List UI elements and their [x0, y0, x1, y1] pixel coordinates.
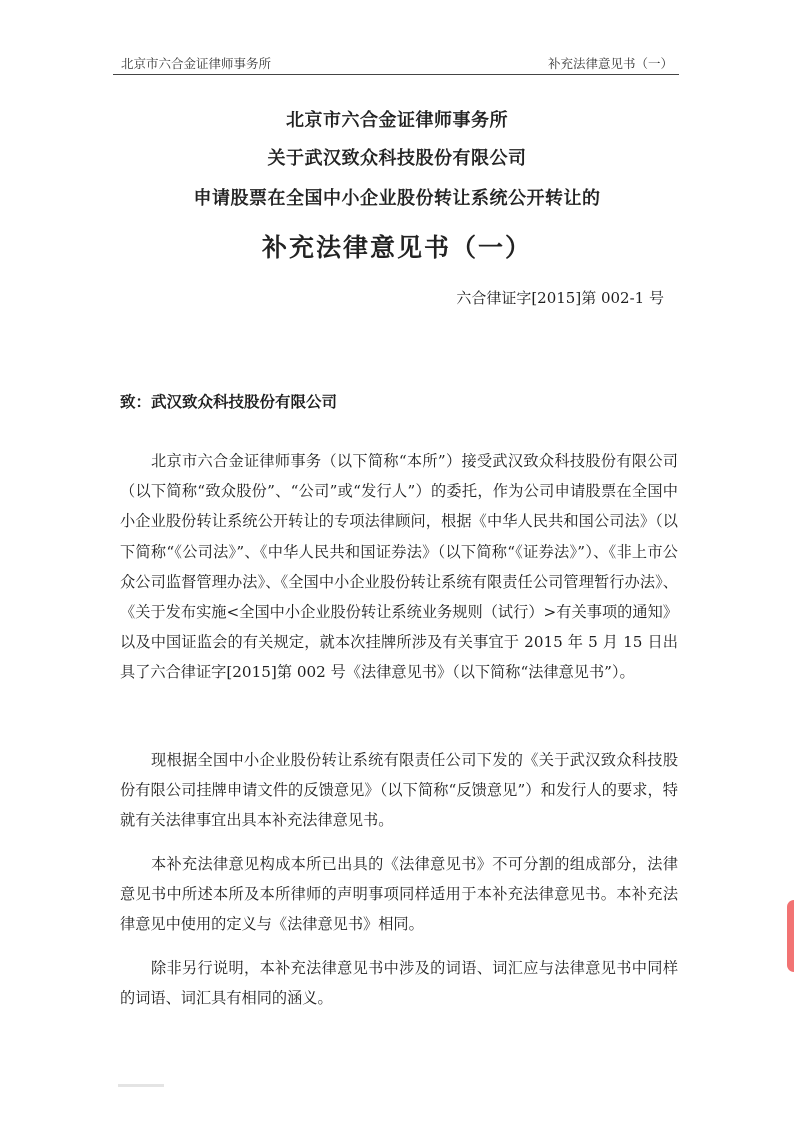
document-title: 补充法律意见书（一） [261, 233, 532, 262]
seal-edge-mark [787, 900, 794, 972]
scan-artifact [118, 1084, 164, 1087]
title-line-1: 北京市六合金证律师事务所 [286, 110, 508, 131]
document-number: 六合律证字[2015]第 002-1 号 [456, 289, 664, 307]
title-line-2: 关于武汉致众科技股份有限公司 [267, 148, 527, 169]
paragraph-3: 本补充法律意见构成本所已出具的《法律意见书》不可分割的组成部分，法律意见书中所述本所及本所律师的声明事项同样适用于本补充法律意见书。本补充法律意见中使用的定义与《法律意见书》相同。 [120, 855, 678, 934]
title-line-3: 申请股票在全国中小企业股份转让系统公开转让的 [193, 188, 601, 209]
running-header [113, 54, 679, 76]
header-doc-title: 补充法律意见书（一） [547, 56, 673, 71]
paragraph-1: 北京市六合金证律师事务（以下简称“本所”）接受武汉致众科技股份有限公司（以下简称“致众股份”、“公司”或“发行人”）的委托，作为公司申请股票在全国中小企业股份转让系统公开转让的专项法律顾问，根据《中华人民共和国公司法》（以下简称“《公司法》”、《中华人民共和国证券法》（以下简称“《证券法》”）、《非上市公众公司监督管理办法》、《全国中小企业股份转让系统有限责任公司管理暂行办法》、《关于发布实施<全国中小企业股份转让系统业务规则（试行）>有关事项的通知》以及中国证监会的有关规定，就本次挂牌所涉及有关事宜于 2015 年 5 月 15 日出具了六合律证字[2015]第 002 号《法律意见书》（以下简称“法律意见书”）。 [120, 452, 678, 682]
paragraph-4: 除非另行说明，本补充法律意见书中涉及的词语、词汇应与法律意见书中同样的词语、词汇具有相同的涵义。 [120, 959, 678, 1008]
header-rule [113, 74, 679, 75]
header-firm-name: 北京市六合金证律师事务所 [121, 56, 272, 71]
paragraph-2: 现根据全国中小企业股份转让系统有限责任公司下发的《关于武汉致众科技股份有限公司挂牌申请文件的反馈意见》（以下简称“反馈意见”）和发行人的要求，特就有关法律事宜出具本补充法律意见书。 [120, 751, 678, 830]
addressee: 致：武汉致众科技股份有限公司 [120, 393, 338, 411]
